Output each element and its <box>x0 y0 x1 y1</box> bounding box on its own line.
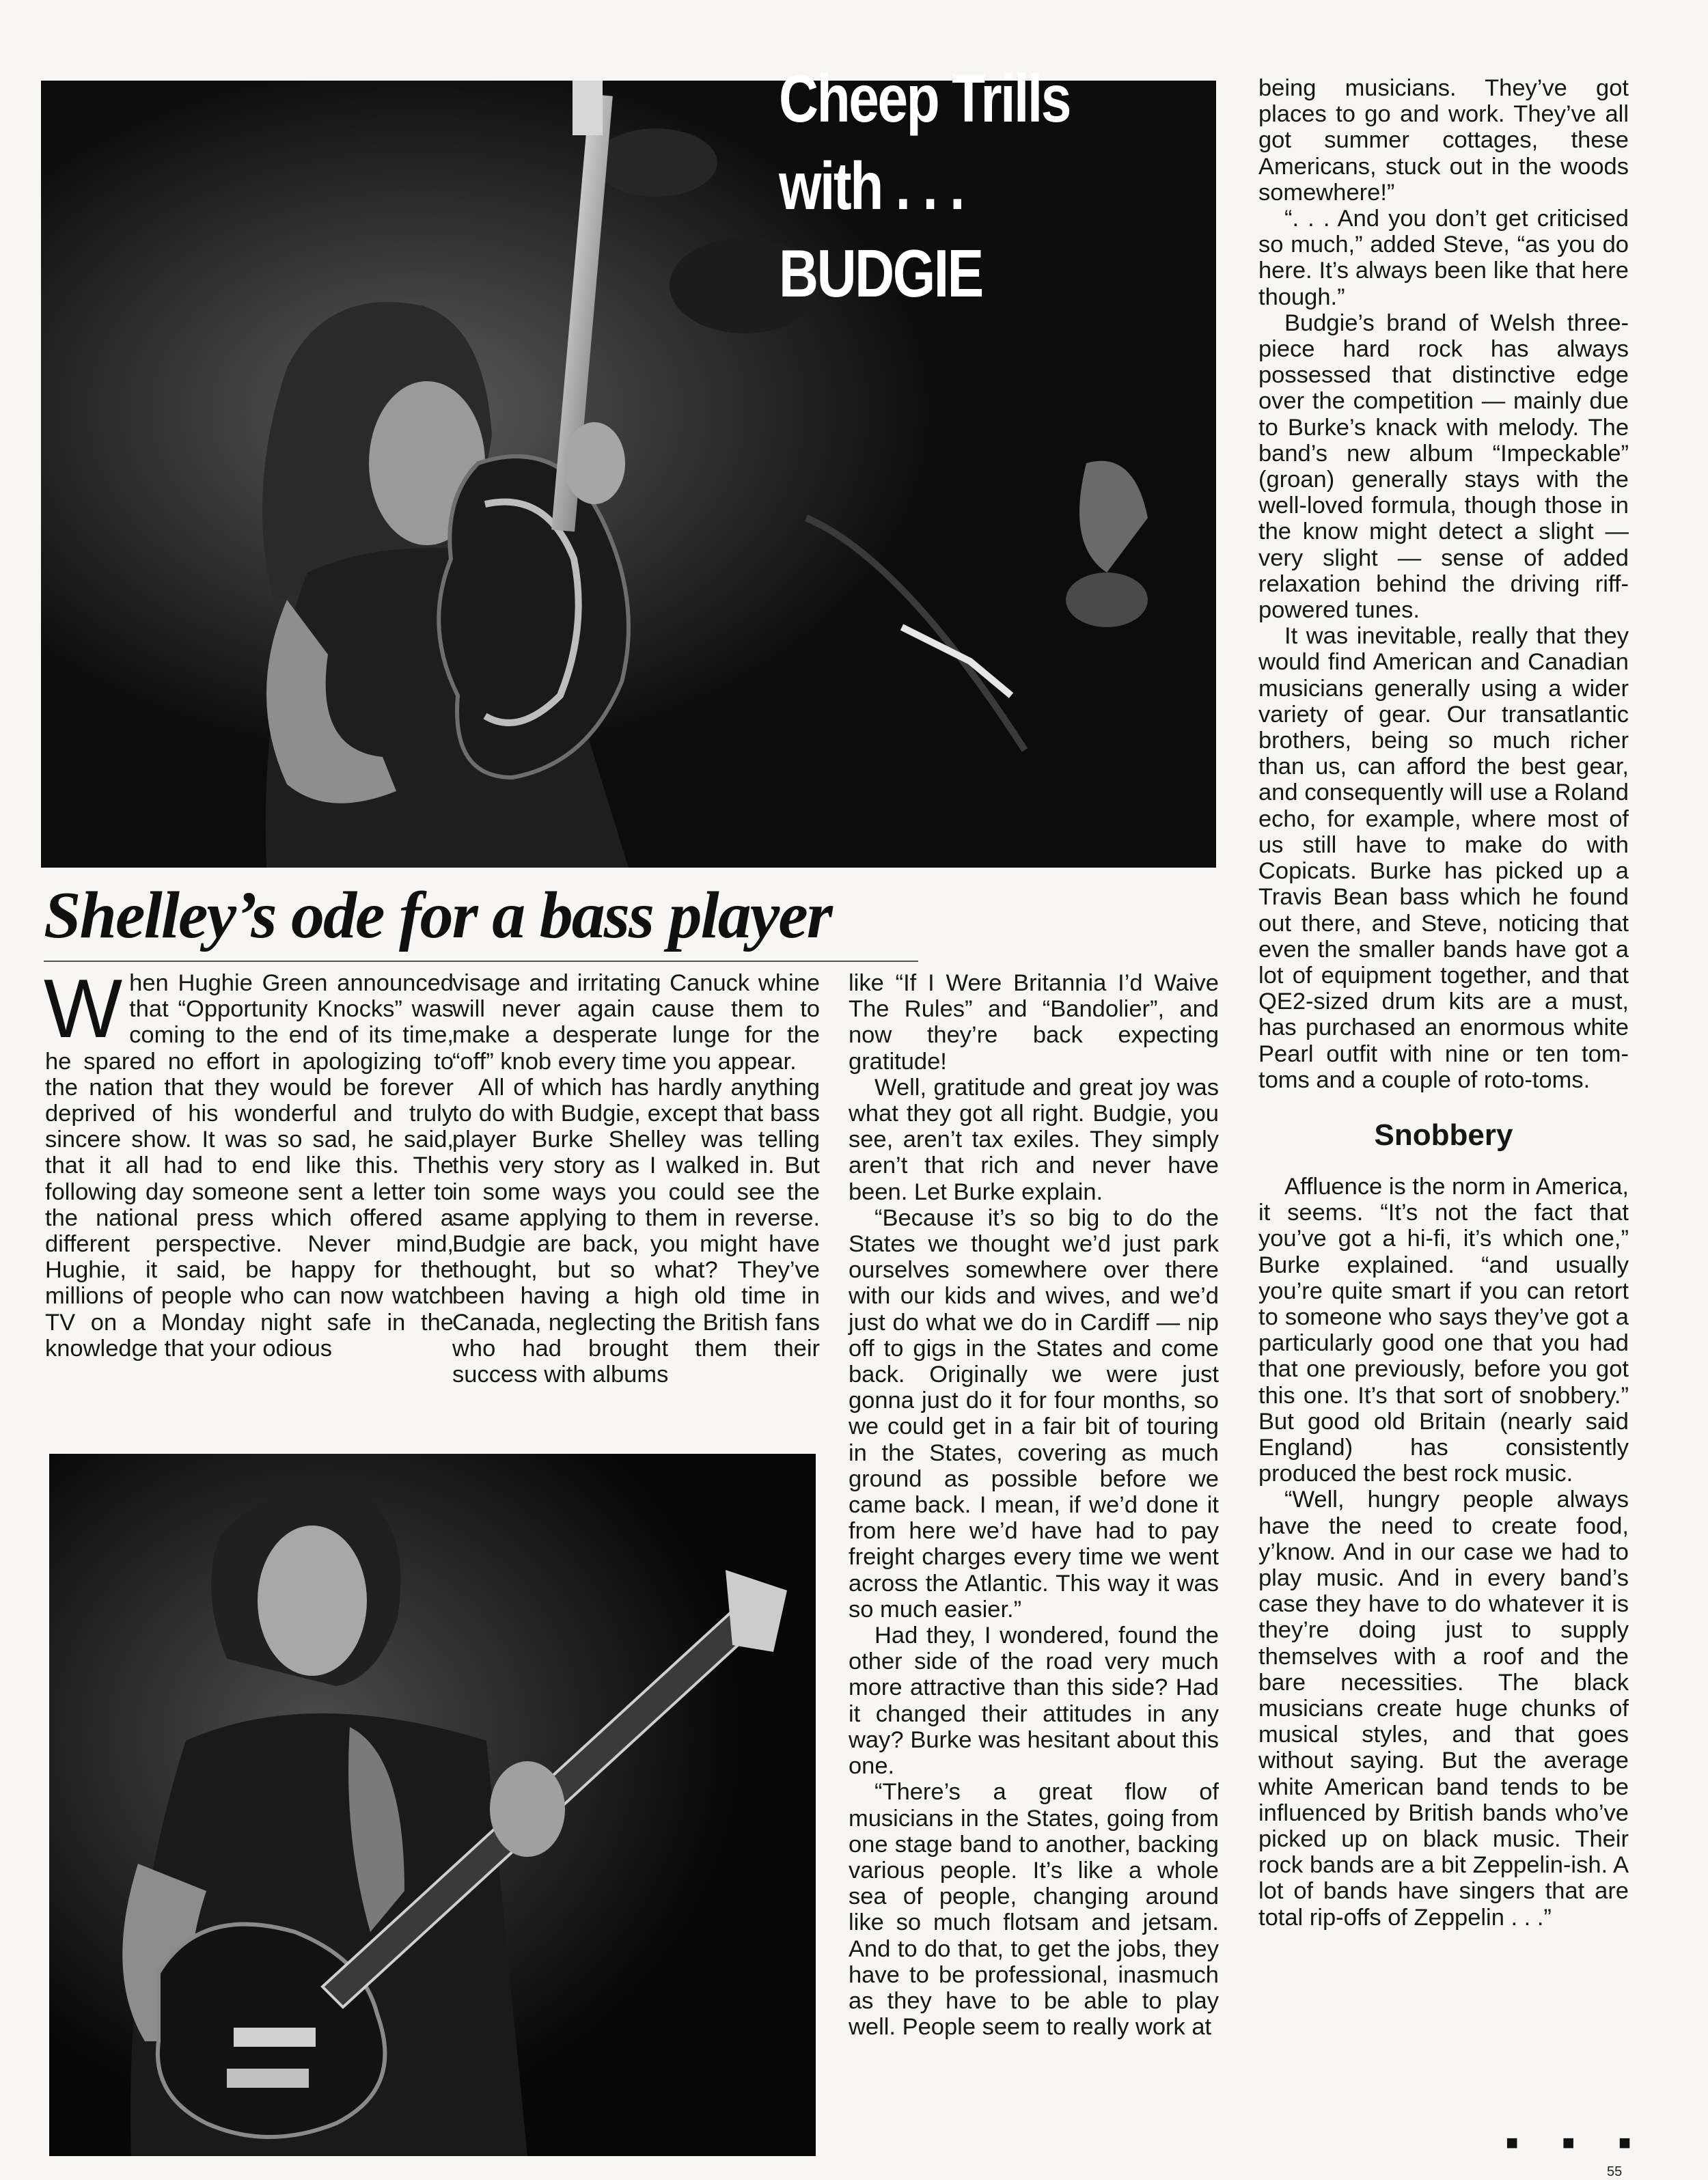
article-paragraph: like “If I Were Britannia I’d Waive The Rules” and “Bandolier”, and now they’re back expecting gratitude! <box>849 970 1219 1075</box>
photo-title-overlay <box>779 55 1070 317</box>
dropcap-letter: W <box>44 962 123 1055</box>
headline-rule <box>44 961 918 962</box>
article-paragraph: Had they, I wondered, found the other side of the road very much more attractive than this side? Had it changed their attitudes in any way? Burke was hesitant about this one. <box>849 1623 1219 1780</box>
guitarist-photo-graphic <box>49 1454 816 2156</box>
article-paragraph: All of which has hardly anything to do with Budgie, except that bass player Burke Shelley was telling this very story as I walked in. But in some ways you could see the same applying to them in reverse. Budgie are back, you might have thought, but so what? They’ve been having a high old time in Canada, neglecting the British fans who had brought them their success with albums <box>452 1074 820 1388</box>
article-paragraph: visage and irritating Canuck whine will never again cause them to make a desperate lunge for the “off” knob every time you appear. <box>452 970 820 1075</box>
article-paragraph <box>44 962 454 1362</box>
article-paragraph: Well, gratitude and great joy was what they got all right. Budgie, you see, aren’t tax exiles. They simply aren’t that rich and never have been. Let Burke explain. <box>849 1074 1219 1205</box>
article-paragraph: “There’s a great flow of musicians in the States, going from one stage band to another, backing various people. It’s like a whole sea of people, changing around like so much flotsam and jetsam. And to do that, to get the jobs, they have to be professional, inasmuch as they have to be able to play well. People seem to really work at <box>849 1779 1219 2041</box>
article-paragraph: being musicians. They’ve got places to go and work. They’ve all got summer cottages, these Americans, stuck out in the woods somewhere!” <box>1258 75 1629 206</box>
article-paragraph-text: hen Hughie Green announced that “Opportunity Knocks” was coming to the end of its time, he spared no effort in apologizing to the nation that they would be forever deprived of his wonderful and truly sincere show. It was so sad, he said, that it all had to end like this. The following day someone sent a letter to the national press which offered a different perspective. Never mind, Hughie, it said, be happy for the millions of people who can now watch TV on a Monday night safe in the knowledge that your odious <box>45 970 454 1362</box>
article-headline: Shelley’s ode for a bass player <box>44 879 831 952</box>
article-paragraph: “Because it’s so big to do the States we thought we’d just park ourselves somewhere over there with our kids and wives, and we’d just do what we do in Cardiff — nip off to gigs in the States and come back. Originally we were just gonna just do it for four months, so we could get in a fair bit of touring in the States, covering as much ground as possible before we came back. I mean, if we’d done it from here we’d have had to pay freight charges every time we went across the Atlantic. This way it was so much easier.” <box>849 1204 1219 1623</box>
article-paragraph: Budgie’s brand of Welsh three-piece hard rock has always possessed that distinctive edge over the competition — mainly due to Burke’s knack with melody. The band’s new album “Impeckable” (groan) generally stays with the well-loved formula, though those in the know might detect a slight — very slight — sense of added relaxation behind the driving riff-powered tunes. <box>1258 309 1629 624</box>
article-paragraph: Affluence is the norm in America, it seems. “It’s not the fact that you’ve got a hi-fi, it’s which one,” Burke explained. “and usually you’re quite smart if you can retort to someone who says they’ve got a particularly good one that you had that one previously, before you got this one. It’s that sort of snobbery.” But good old Britain (nearly said England) has consistently produced the best rock music. <box>1258 1173 1629 1487</box>
article-paragraph: “Well, hungry people always have the need to create food, y’know. And in our case we had to play music. And in every band’s case they have to do whatever it is they’re doing just to supply themselves with a roof and the bare necessities. The black musicians create huge chunks of musical styles, and that goes without saying. But the average white American band tends to be influenced by British bands who’ve picked up on black music. Their rock bands are a bit Zeppelin-ish. A lot of bands have singers that are total rip-offs of Zeppelin . . .” <box>1258 1487 1629 1931</box>
article-column-4 <box>1258 75 1629 2166</box>
article-column-3 <box>849 970 1219 2159</box>
page-number: 55 <box>1607 2164 1623 2179</box>
guitarist-photo <box>49 1454 816 2156</box>
section-subheading: Snobbery <box>1374 1118 1513 1152</box>
photo-title-line-3: BUDGIE <box>779 236 982 311</box>
article-paragraph: “. . . And you don’t get criticised so much,” added Steve, “as you do here. It’s always been like that here though.” <box>1258 206 1629 310</box>
article-paragraph: It was inevitable, really that they would find American and Canadian musicians generally using a wider variety of gear. Our transatlantic brothers, being so much richer than us, can afford the best gear, and consequently will use a Roland echo, for example, where most of us still have to make do with Copicats. Burke has picked up a Travis Bean bass which he found out there, and Steve, noticing that even the smaller bands have got a lot of equipment together, and that QE2-sized drum kits are a must, has purchased an enormous white Pearl outfit with nine or ten tom-toms and a couple of roto-toms. <box>1258 623 1629 1093</box>
end-of-article-marks: ■ ■ ■ <box>1506 2131 1651 2154</box>
photo-title-line-2: with . . . <box>779 148 964 223</box>
photo-title-line-1: Cheep Trills <box>779 61 1071 136</box>
article-column-1 <box>44 962 454 1441</box>
article-column-2 <box>452 970 820 1441</box>
